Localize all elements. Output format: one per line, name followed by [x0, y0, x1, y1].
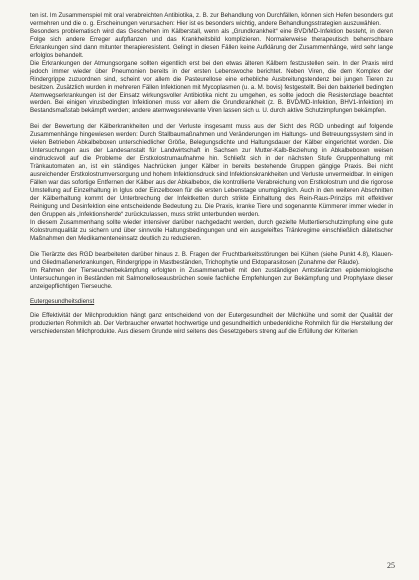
paragraph-calf-losses-evaluation: Bei der Bewertung der Kälberkrankheiten und der Verluste insgesamt muss aus der Sicht des RGD unbedingt auf folgende Zusammenhänge hingewiesen werden: Durch Stallbaumaßnahmen und Veränderungen im Haltungs- und Betreuungssystem sind in vielen Betrieben Abkalbeboxen unterschiedlicher Größe, Belegungsdichte und Haltungsdauer der Kälber eingerichtet worden. Die Untersuchungen aus der Landesanstalt für Landwirtschaft in Sachsen zur Mutter-Kalb-Beziehung in Abkalbeboxen weisen eindrucksvoll auf die Probleme der Erstkolostrumaufnahme hin. Schließt sich in der nächsten Stufe Gruppenhaltung mit Tränkautomaten an, ist ein ständiges Nachrücken junger Kälber in bereits bestehende Gruppen gängige Praxis. Bei nicht ausreichender Erstkolostrumversorgung und hohem Infektionsdruck sind Infektionskrankheiten und Verluste unvermeidbar. In einigen Fällen war das sofortige Entfernen der Kälber aus der Abkalbebox, die kontrollierte Verabreichung von Erstkolostrum und die rigorose Umstellung auf Einzelhaltung in Iglus oder Einzelboxen für die ersten Lebenstage unumgänglich. Auch in den weiteren Abschnitten der Kälberhaltung kommt der Unterbrechung der Infektketten durch strikte Einhaltung des Rein-Raus-Prinzips mit effektiver Reinigung und Desinfektion eine entscheidende Bedeutung zu. Die Praxis, kranke Tiere und sogenannte Kümmerer immer wieder in den Gruppen als „Infektionsherde“ zurückzulassen, muss strikt unterbunden werden.: [30, 123, 393, 218]
section-heading: Eutergesundheitsdienst: [30, 298, 95, 306]
page-number: 25: [387, 561, 395, 570]
paragraph-rgd-veterinarians: Die Tierärzte des RGD bearbeiteten darüber hinaus z. B. Fragen der Fruchtbarkeitsstörungen bei Kühen (siehe Punkt 4.8), Klauen- und Gliedmaßenerkrankungen, Rindergrippe in Mastbeständen, Trichophytie und Ektoparasitosen (Zunahme der Räude).: [30, 250, 393, 266]
paragraph-antibiotics-yeasts: ten ist. Im Zusammenspiel mit oral verabreichten Antibiotika, z. B. zur Behandlung von Durchfällen, können sich Hefen besonders gut vermehren und die o. g. Erscheinungen verursachen: Hier ist es besonders wichtig, andere Behandlungsstrategien auszuwählen.: [30, 12, 393, 27]
paragraph-bvd-md-infection: Besonders problematisch wird das Geschehen im Kälberstall, wenn als „Grundkrankheit“ eine BVD/MD-Infektion besteht, in deren Folge sich andere Erreger aufpflanzen und das Krankheitsbild komplizieren. Normalerweise therapeutisch beherrschbare Erkrankungen sind dann mitunter therapieresistent. Gelingt in diesen Fällen keine Aufklärung der Zusammenhänge, wird sehr lange erfolglos behandelt.: [30, 27, 393, 59]
paragraph-udder-health: Die Effektivität der Milchproduktion hängt ganz entscheidend von der Eutergesundheit der Milchkühe und somit der Qualität der produzierten Rohmilch ab. Der Verbraucher erwartet hochwertige und gesundheitlich unbedenkliche Rohmilch für die Herstellung der verschiedensten Milchprodukte. Aus diesem Grunde wird seitens des Gesetzgebers streng auf die Erfüllung der Kriterien: [30, 312, 393, 336]
paragraph-respiratory-diseases: Die Erkrankungen der Atmungsorgane sollten eigentlich erst bei den etwas älteren Kälbern festzustellen sein. In der Praxis wird jedoch immer wieder über Pneumonien bereits in der ersten Lebenswoche berichtet. Neben Viren, die dem Komplex der Rindergrippe zuzuordnen sind, scheint vor allem die Pasteurellose eine erhebliche Ausbreitungstendenz bei jungen Tieren zu besitzen. Zusätzlich wurden in mehreren Fällen Infektionen mit Mycoplasmen (u. a. M. bovis) festgestellt. Bei den bakteriell bedingten Atemwegserkrankungen ist der Einsatz wirkungsvoller Antibiotika nicht zu umgehen, es sollte jedoch die Resistenzlage beachtet werden. Bei einigen virusbedingten Infektionen muss vor allem die Grundkrankheit (z. B. BVD/MD-Infektion, BHV1-Infektion) im Bestandsmaßstab bekämpft werden; andere atemwegsrelevante Viren lassen sich u. U. durch aktive Schutzimpfungen bekämpfen.: [30, 59, 393, 115]
paragraph-salmonellosis-control: Im Rahmen der Tierseuchenbekämpfung erfolgten in Zusammenarbeit mit den zuständigen Amtstierärzten epidemiologische Untersuchungen in Beständen mit Salmonelloseausbrüchen sowie fachliche Empfehlungen zur Bekämpfung und Prophylaxe dieser anzeigepflichtigen Tierseuche.: [30, 266, 393, 290]
paragraph-vaccination-colostrum: In diesem Zusammenhang sollte wieder intensiver darüber nachgedacht werden, durch gezielte Muttertierschutzimpfung eine gute Kolostrumqualität zu sichern und über sinnvolle Haltungsbedingungen und ein ausgeleiftes Tränkregime einschließlich diätetischer Maßnahmen den Medikamenteneinsatz deutlich zu reduzieren.: [30, 218, 393, 242]
